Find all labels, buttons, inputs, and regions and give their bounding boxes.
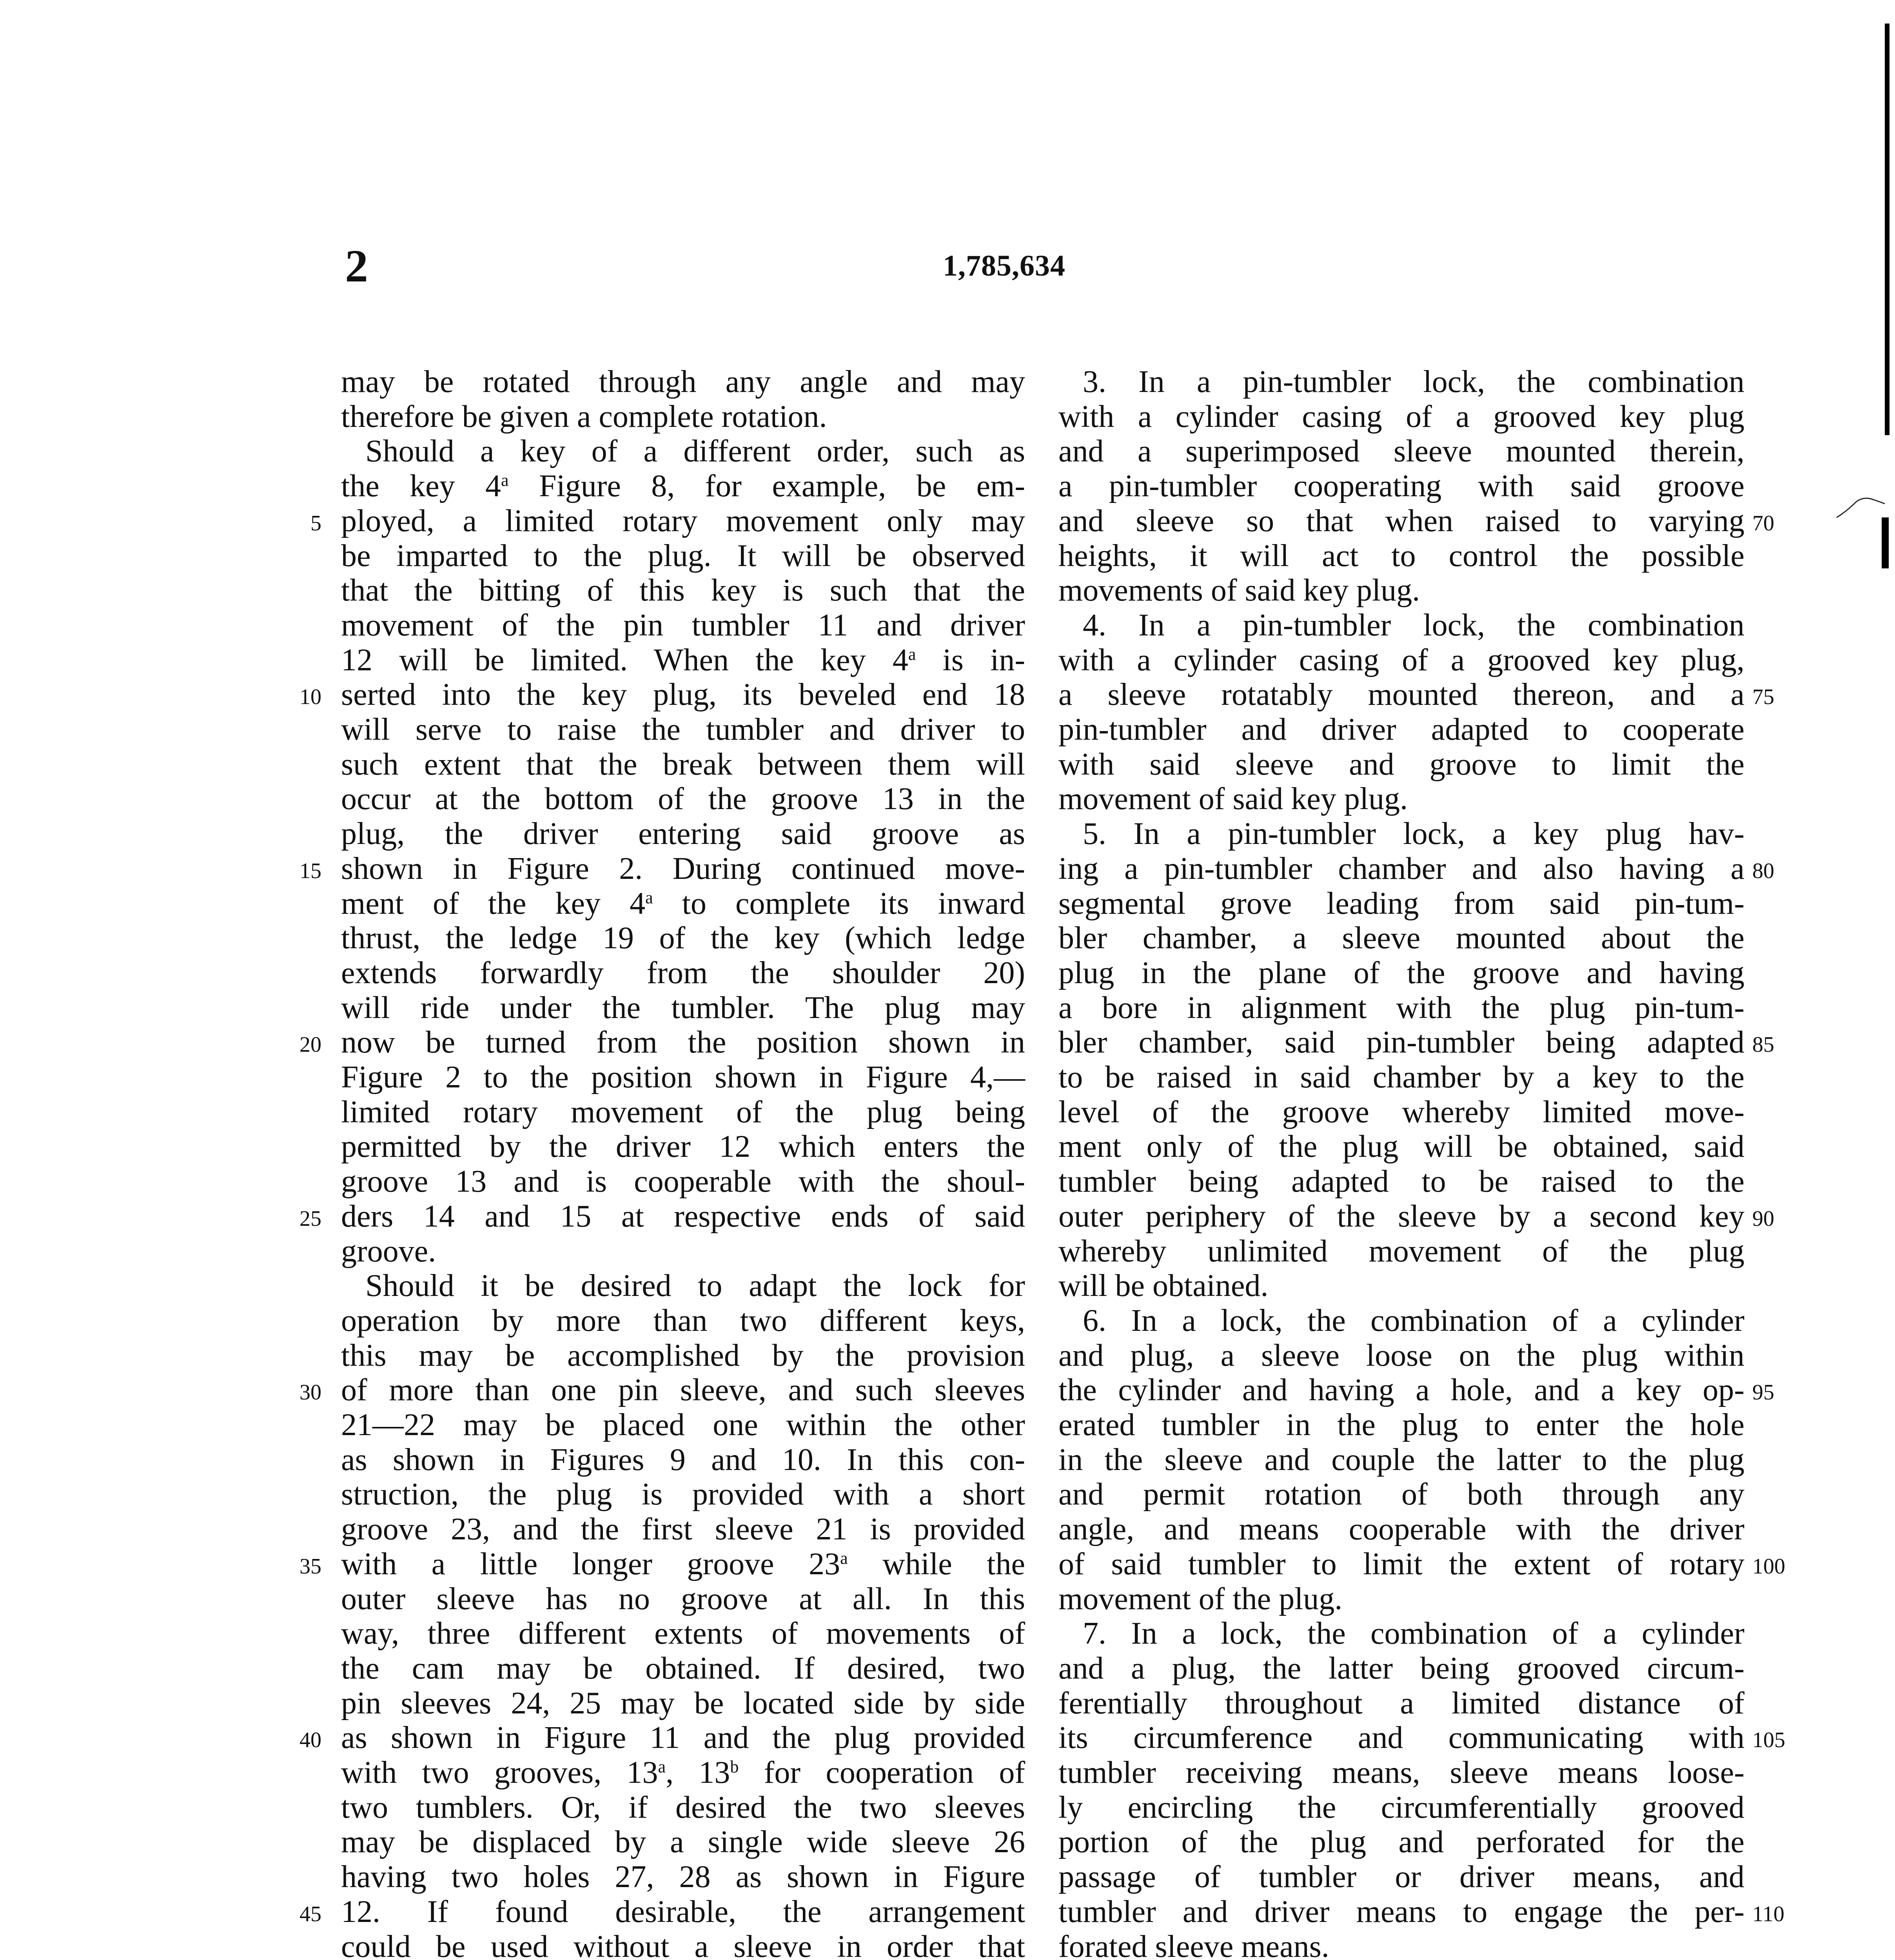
text-line: struction, the plug is provided with a short	[341, 1477, 1025, 1512]
text-line: plug in the plane of the groove and having	[1058, 955, 1744, 990]
text-line: with said sleeve and groove to limit the	[1058, 747, 1744, 782]
text-line: limited rotary movement of the plug being	[341, 1094, 1025, 1129]
text-line: pin sleeves 24, 25 may be located side by side	[341, 1686, 1025, 1720]
line-number: 100	[1752, 1554, 1785, 1579]
text-line: of said tumbler to limit the extent of rotary	[1058, 1546, 1744, 1581]
text-line: ployed, a limited rotary movement only may	[341, 503, 1025, 538]
text-line: now be turned from the position shown in	[341, 1025, 1025, 1060]
text-line: a bore in alignment with the plug pin-tum-	[1058, 990, 1744, 1025]
text-line: to be raised in said chamber by a key to the	[1058, 1060, 1744, 1094]
text-line: portion of the plug and perforated for the	[1058, 1825, 1744, 1860]
text-line: and a superimposed sleeve mounted therein,	[1058, 434, 1744, 469]
text-line: Should it be desired to adapt the lock for	[365, 1269, 1025, 1303]
text-line: 21—22 may be placed one within the other	[341, 1408, 1025, 1442]
text-line: 12 will be limited. When the key 4$^a$ is in-	[341, 642, 1025, 677]
text-line: and permit rotation of both through any	[1058, 1477, 1744, 1512]
text-line: angle, and means cooperable with the driver	[1058, 1512, 1744, 1547]
text-line: extends forwardly from the shoulder 20)	[341, 955, 1025, 990]
line-number: 105	[1752, 1728, 1785, 1753]
text-line: the cylinder and having a hole, and a key op-	[1058, 1373, 1744, 1408]
text-line: its circumference and communicating with	[1058, 1720, 1744, 1755]
text-line: movement of said key plug.	[1058, 782, 1408, 817]
text-line: this may be accomplished by the provision	[341, 1338, 1025, 1373]
text-line: whereby unlimited movement of the plug	[1058, 1234, 1744, 1269]
text-line: outer periphery of the sleeve by a second key	[1058, 1199, 1744, 1234]
text-line: and a plug, the latter being grooved circum-	[1058, 1651, 1744, 1686]
text-line: such extent that the break between them will	[341, 747, 1025, 782]
text-line: ment only of the plug will be obtained, said	[1058, 1129, 1744, 1164]
line-number: 80	[1752, 858, 1774, 883]
line-number: 10	[299, 685, 321, 710]
page-number: 2	[345, 240, 368, 292]
line-number: 70	[1752, 511, 1774, 535]
text-line: in the sleeve and couple the latter to the plug	[1058, 1442, 1744, 1477]
text-line: groove 13 and is cooperable with the shoul-	[341, 1164, 1025, 1199]
text-line: will be obtained.	[1058, 1269, 1269, 1303]
text-line: 4. In a pin-tumbler lock, the combination	[1083, 608, 1744, 642]
text-line: and sleeve so that when raised to varying	[1058, 503, 1744, 538]
text-line: 3. In a pin-tumbler lock, the combination	[1083, 365, 1744, 399]
text-line: may be displaced by a single wide sleeve 26	[341, 1825, 1025, 1860]
text-line: bler chamber, a sleeve mounted about the	[1058, 921, 1744, 956]
scan-edge-bar	[1885, 24, 1890, 435]
line-number: 85	[1752, 1033, 1774, 1057]
text-line: ders 14 and 15 at respective ends of said	[341, 1199, 1025, 1234]
text-line: Should a key of a different order, such as	[365, 434, 1025, 469]
text-line: two tumblers. Or, if desired the two sleeves	[341, 1790, 1025, 1825]
text-line: and plug, a sleeve loose on the plug within	[1058, 1338, 1744, 1373]
text-line: as shown in Figures 9 and 10. In this con-	[341, 1442, 1025, 1477]
text-line: tumbler being adapted to be raised to the	[1058, 1164, 1744, 1199]
text-line: with two grooves, 13$^a$, 13$^b$ for cooperation of	[341, 1755, 1025, 1790]
text-line: shown in Figure 2. During continued move-	[341, 851, 1025, 886]
text-line: a sleeve rotatably mounted thereon, and a	[1058, 677, 1744, 712]
line-number: 90	[1752, 1206, 1774, 1231]
text-line: level of the groove whereby limited move-	[1058, 1094, 1744, 1129]
text-line: with a cylinder casing of a grooved key plug,	[1058, 642, 1744, 677]
text-line: movement of the plug.	[1058, 1581, 1343, 1616]
text-line: 12. If found desirable, the arrangement	[341, 1894, 1025, 1929]
text-line: 5. In a pin-tumbler lock, a key plug hav-	[1083, 817, 1744, 851]
patent-number: 1,785,634	[943, 249, 1065, 282]
text-line: groove.	[341, 1234, 436, 1269]
text-line: outer sleeve has no groove at all. In this	[341, 1581, 1025, 1616]
text-line: pin-tumbler and driver adapted to cooperate	[1058, 712, 1744, 747]
text-line: groove 23, and the first sleeve 21 is provided	[341, 1512, 1025, 1547]
text-line: forated sleeve means.	[1058, 1929, 1329, 1960]
line-number: 15	[299, 858, 321, 883]
text-line: permitted by the driver 12 which enters the	[341, 1129, 1025, 1164]
text-line: plug, the driver entering said groove as	[341, 817, 1025, 851]
text-line: be imparted to the plug. It will be observed	[341, 538, 1025, 573]
text-line: tumbler receiving means, sleeve means loose-	[1058, 1755, 1744, 1790]
line-number: 35	[299, 1554, 321, 1579]
text-line: serted into the key plug, its beveled end 18	[341, 677, 1025, 712]
line-number: 30	[299, 1380, 321, 1405]
text-line: way, three different extents of movements of	[341, 1616, 1025, 1651]
text-line: as shown in Figure 11 and the plug provided	[341, 1720, 1025, 1755]
text-line: erated tumbler in the plug to enter the hole	[1058, 1408, 1744, 1442]
text-line: 7. In a lock, the combination of a cylinder	[1083, 1616, 1744, 1651]
text-line: the cam may be obtained. If desired, two	[341, 1651, 1025, 1686]
text-line: may be rotated through any angle and may	[341, 365, 1025, 399]
text-line: movement of the pin tumbler 11 and driver	[341, 608, 1025, 642]
text-line: with a little longer groove 23$^a$ while the	[341, 1546, 1025, 1581]
line-number: 5	[310, 511, 321, 535]
text-line: ment of the key 4$^a$ to complete its inward	[341, 886, 1025, 921]
text-line: passage of tumbler or driver means, and	[1058, 1860, 1744, 1895]
text-line: 6. In a lock, the combination of a cylinder	[1083, 1303, 1744, 1338]
text-line: segmental grove leading from said pin-tum-	[1058, 886, 1744, 921]
text-line: that the bitting of this key is such that the	[341, 573, 1025, 608]
text-line: operation by more than two different keys,	[341, 1303, 1025, 1338]
text-line: ly encircling the circumferentially grooved	[1058, 1790, 1744, 1825]
text-line: will serve to raise the tumbler and driver to	[341, 712, 1025, 747]
text-line: Figure 2 to the position shown in Figure 4,—	[341, 1060, 1025, 1094]
scan-edge-mark	[1882, 517, 1889, 568]
text-line: heights, it will act to control the possible	[1058, 538, 1744, 573]
line-number: 75	[1752, 685, 1774, 710]
text-line: the key 4$^a$ Figure 8, for example, be em-	[341, 469, 1025, 504]
text-line: thrust, the ledge 19 of the key (which ledge	[341, 921, 1025, 956]
text-line: will ride under the tumbler. The plug may	[341, 990, 1025, 1025]
text-line: of more than one pin sleeve, and such sleeves	[341, 1373, 1025, 1408]
text-line: having two holes 27, 28 as shown in Figure	[341, 1860, 1025, 1895]
line-number: 110	[1752, 1902, 1784, 1926]
line-number: 40	[299, 1728, 321, 1753]
line-number: 25	[299, 1206, 321, 1231]
text-line: could be used without a sleeve in order that	[341, 1929, 1025, 1960]
text-line: movements of said key plug.	[1058, 573, 1420, 608]
text-line: therefore be given a complete rotation.	[341, 399, 827, 434]
line-number: 20	[299, 1033, 321, 1057]
line-number: 45	[299, 1902, 321, 1926]
line-number: 95	[1752, 1380, 1774, 1405]
text-line: ing a pin-tumbler chamber and also having a	[1058, 851, 1744, 886]
text-line: bler chamber, said pin-tumbler being adapted	[1058, 1025, 1744, 1060]
text-line: a pin-tumbler cooperating with said groove	[1058, 469, 1744, 504]
scan-squiggle-mark	[1835, 490, 1886, 521]
text-line: ferentially throughout a limited distance of	[1058, 1686, 1744, 1720]
text-line: occur at the bottom of the groove 13 in the	[341, 782, 1025, 817]
text-line: tumbler and driver means to engage the per-	[1058, 1894, 1744, 1929]
text-line: with a cylinder casing of a grooved key plug	[1058, 399, 1744, 434]
